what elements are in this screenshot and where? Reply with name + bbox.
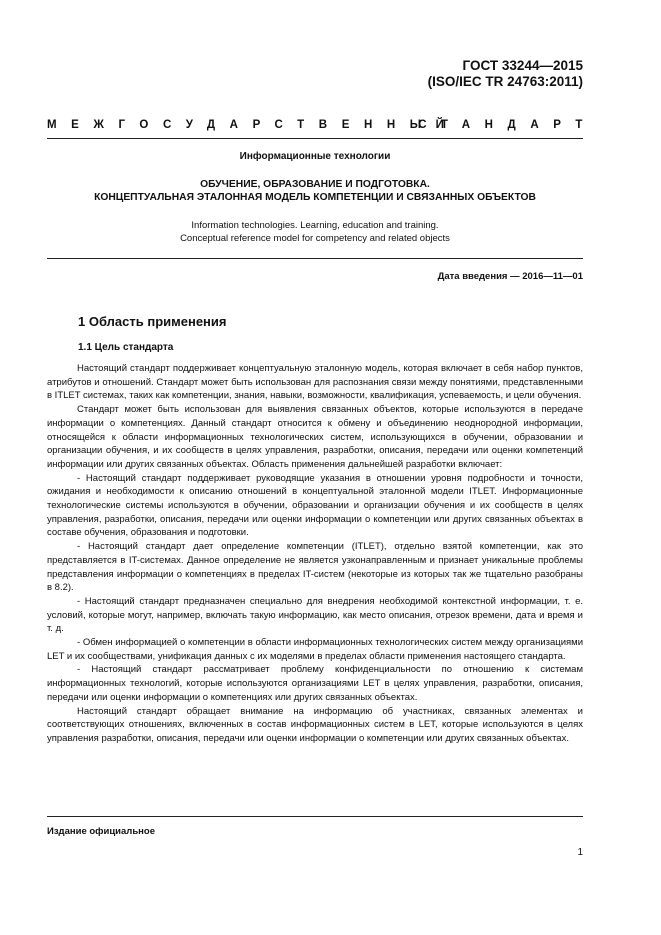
title-ru-line-1: ОБУЧЕНИЕ, ОБРАЗОВАНИЕ И ПОДГОТОВКА. <box>200 179 430 190</box>
document-title-en <box>47 219 583 245</box>
list-item: - Настоящий стандарт дает определение компетенции (ITLET), отдельно взятой компетенции, как это представляется в IT-системах. Данное определение не является узконаправленным и признает уникальные проблемы представления информации о компетенциях в пределах IT-систем (некоторые из которых так же тщательно разобраны в 8.2). <box>47 541 583 594</box>
top-divider <box>47 138 583 139</box>
list-item: - Обмен информацией о компетенции в области информационных технологических систем между организациями LET и их сообществами, унификация данных с их моделями в пределах области применения настоящего стандарта. <box>47 637 583 662</box>
list-item: - Настоящий стандарт поддерживает руководящие указания в отношении уровня подробности и точности, ожидания и необходимости к описанию отношений в концептуальной эталонной модели ITLET. Информационные технологические системы используются в обучении, образовании и организации обучения и их сообществ в целях управления, разработки, описания, передачи или оценки информации о компетенции или других связанных объектах в составе обучения, образования и подготовки. <box>47 472 583 539</box>
standard-designation <box>428 58 583 90</box>
banner-interstate: МЕЖГОСУДАРСТВЕННЫЙ <box>47 119 459 131</box>
introduction-date: Дата введения — 2016—11—01 <box>437 271 583 282</box>
list-item: - Настоящий стандарт рассматривает проблему конфиденциальности по отношению к системам информационных технологий, которые используются организациями LET в целях управления, разработки, описания, передачи или оценки информации о компетенциях или других связанных объектах. <box>47 664 583 703</box>
section-body <box>47 362 583 746</box>
subsection-heading: 1.1 Цель стандарта <box>78 342 174 353</box>
banner-standard: СТАНДАРТ <box>418 119 597 131</box>
list-item: - Настоящий стандарт предназначен специально для внедрения необходимой контекстной информации, т. е. условий, которые могут, например, включать такую информацию, как место описания, отрезок времени, дата и время и т. д. <box>47 595 583 635</box>
standard-number: ГОСТ 33244—2015 <box>462 58 583 73</box>
title-ru-line-2: КОНЦЕПТУАЛЬНАЯ ЭТАЛОННАЯ МОДЕЛЬ КОМПЕТЕНЦИИ И СВЯЗАННЫХ ОБЪЕКТОВ <box>94 192 536 203</box>
iso-reference: (ISO/IEC TR 24763:2011) <box>427 74 583 89</box>
page-number: 1 <box>577 847 583 858</box>
paragraph: Стандарт может быть использован для выявления связанных объектов, которые используются в передаче информации о компетенциях. Данный стандарт относится к обмену и объединению неоднородной информации, относящейся к области информационных технологических систем, использующихся в обучении, образовании и организации обучения, и их сообществ в целях управления, разработки, описания, передачи или оценки компетенций информации или других связанных объектах. Область применения дальнейшей разработки включает: <box>47 404 583 470</box>
title-divider <box>47 258 583 259</box>
field-heading: Информационные технологии <box>239 151 391 162</box>
paragraph: Настоящий стандарт обращает внимание на информацию об участниках, связанных элементах и соответствующих отношениях, включенных в состав информационных систем в LET, которые используются в целях управления разработки, описания, передачи или оценки информации о компетенции или других связанных объектах. <box>47 705 583 744</box>
paragraph: Настоящий стандарт поддерживает концептуальную эталонную модель, которая включает в себя набор пунктов, атрибутов и отношений. Стандарт может быть использован для распознания связи между понятиями, представленными в ITLET системах, таких как компетенции, знания, навыки, возможности, квалификация, успеваемость, и цели обучения. <box>47 363 583 402</box>
title-en-line-1: Information technologies. Learning, education and training. <box>191 220 439 231</box>
footer-divider <box>47 816 583 817</box>
document-title-ru <box>47 178 583 204</box>
section-heading: 1 Область применения <box>78 314 227 329</box>
title-en-line-2: Conceptual reference model for competency and related objects <box>180 233 450 244</box>
edition-note: Издание официальное <box>47 826 155 837</box>
